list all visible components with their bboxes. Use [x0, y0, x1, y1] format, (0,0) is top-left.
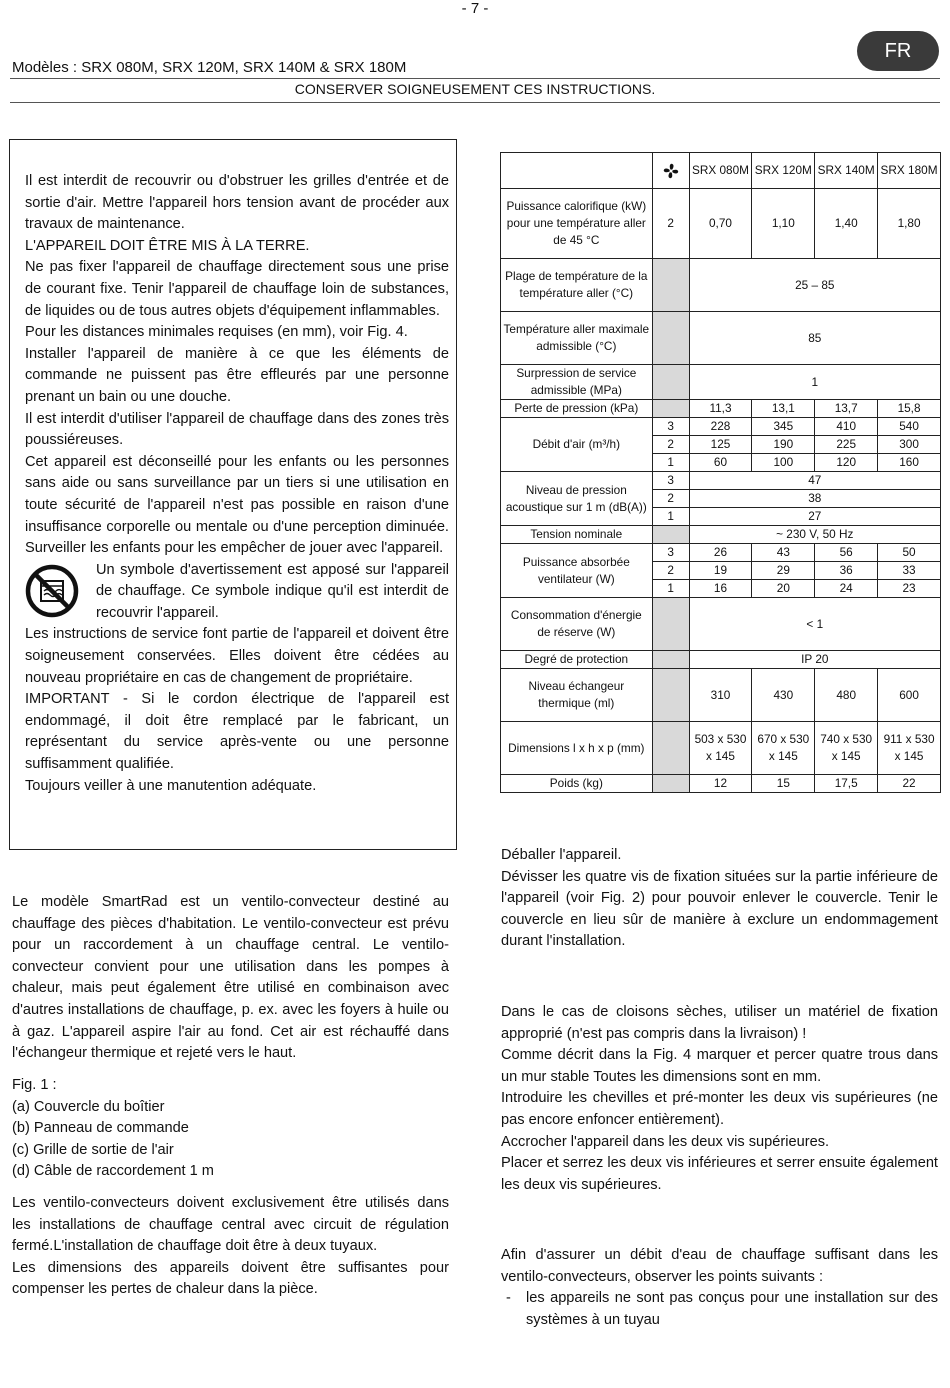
conserver-notice: CONSERVER SOIGNEUSEMENT CES INSTRUCTIONS. — [294, 81, 656, 97]
table-row — [501, 472, 941, 490]
value-cell: 13,1 — [752, 400, 815, 418]
warnings-text — [25, 171, 449, 797]
value-cell: 160 — [878, 454, 941, 472]
speed-cell-empty — [652, 365, 689, 400]
header-rule-top — [10, 78, 940, 79]
intro-paragraph: Le modèle SmartRad est un ventilo-convecteur destiné au chauffage des pièces d'habitation. Le ventilo-convecteur est prévu pour un raccordement à un chauffage central. Le ventilo-convecteur convient pour une utilisation dans les pompes à chaleur, mais peut également être utilisé en combinaison avec d'autres installations de chauffage, p. ex. avec les foyers à huile ou à gaz. L'appareil aspire l'air au fond. Cet air est réchauffé dans l'échangeur thermique et rejeté vers le haut. — [12, 894, 449, 1062]
value-cell: 33 — [878, 562, 941, 580]
unpacking-paragraph: Dévisser les quatre vis de fixation situées sur la partie inférieure de l'appareil (voir Fig. 2) pour pouvoir enlever le couvercle. Tenir le couvercle en lieu sûr de manière à exclure un endommagement durant l'installation. — [501, 868, 938, 950]
table-row — [501, 722, 941, 775]
unpacking-section — [501, 845, 938, 953]
value-cell: 47 — [689, 472, 940, 490]
no-cover-warning-icon — [25, 564, 79, 618]
speed-cell: 1 — [652, 508, 689, 526]
warning-symbol-text: Un symbole d'avertissement est apposé sur l'appareil de chauffage. Ce symbole indique qu'il est interdit de recouvrir l'appareil. — [96, 561, 449, 621]
figure-legend-item: (d) Câble de raccordement 1 m — [12, 1163, 214, 1180]
speed-cell-empty — [652, 775, 689, 793]
mounting-paragraph: Placer et serrez les deux vis inférieures et serrer ensuite également les deux vis supérieures. — [501, 1155, 938, 1193]
speed-cell-empty — [652, 400, 689, 418]
value-cell: 27 — [689, 508, 940, 526]
speed-cell: 3 — [652, 544, 689, 562]
value-cell: 17,5 — [815, 775, 878, 793]
value-cell: 1,80 — [878, 189, 941, 259]
row-label: Consommation d'énergie de réserve (W) — [501, 598, 653, 651]
value-cell: 0,70 — [689, 189, 752, 259]
warning-paragraph: Cet appareil est déconseillé pour les enfants ou les personnes sans aide ou sans surveillance par un tiers si une utilisation en toute sécurité de l'appareil n'est pas possible en raison d'une insuffisance corporelle ou mentale ou d'une perception diminuée. Surveiller les enfants pour les empêcher de jouer avec l'appareil. — [25, 453, 449, 557]
table-row — [501, 669, 941, 722]
model-header: SRX 180M — [878, 153, 941, 189]
value-cell: 29 — [752, 562, 815, 580]
table-row — [501, 189, 941, 259]
warning-paragraph: L'APPAREIL DOIT ÊTRE MIS À LA TERRE. — [25, 237, 310, 254]
speed-cell: 1 — [652, 580, 689, 598]
warning-paragraph: Ne pas fixer l'appareil de chauffage directement sous une prise de courant fixe. Tenir l'appareil de chauffage loin de substances, de liquides ou de tous autres objets d'équipement inflammables. — [25, 259, 449, 319]
row-label: Niveau échangeur thermique (ml) — [501, 669, 653, 722]
value-cell: 740 x 530 x 145 — [815, 722, 878, 775]
value-cell: 120 — [815, 454, 878, 472]
warning-paragraph: Les instructions de service font partie de l'appareil et doivent être soigneusement conservées. Elles doivent être cédées au nouveau propriétaire en cas de changement de propriétaire. — [25, 626, 449, 686]
row-label: Puissance absorbée ventilateur (W) — [501, 544, 653, 598]
row-label: Degré de protection — [501, 651, 653, 669]
usage-section — [12, 1193, 449, 1301]
value-cell: IP 20 — [689, 651, 940, 669]
fan-icon — [662, 162, 680, 180]
value-cell: 345 — [752, 418, 815, 436]
table-row — [501, 651, 941, 669]
value-cell: 23 — [878, 580, 941, 598]
warning-paragraph: Il est interdit d'utiliser l'appareil de chauffage dans des zones très poussiéreuses. — [25, 410, 449, 449]
row-label: Niveau de pression acoustique sur 1 m (dB(A)) — [501, 472, 653, 526]
row-label: Perte de pression (kPa) — [501, 400, 653, 418]
value-cell: 125 — [689, 436, 752, 454]
intro-section — [12, 892, 449, 1065]
list-item-text: les appareils ne sont pas conçus pour une installation sur des systèmes à un tuyau — [526, 1290, 938, 1328]
value-cell: 43 — [752, 544, 815, 562]
value-cell: < 1 — [689, 598, 940, 651]
speed-cell-empty — [652, 312, 689, 365]
value-cell: 430 — [752, 669, 815, 722]
list-item — [501, 1288, 938, 1331]
usage-paragraph: Les dimensions des appareils doivent être suffisantes pour compenser les pertes de chaleur dans la pièce. — [12, 1259, 449, 1298]
value-cell: 190 — [752, 436, 815, 454]
water-flow-intro: Afin d'assurer un débit d'eau de chauffage suffisant dans les ventilo-convecteurs, observer les points suivants : — [501, 1247, 938, 1285]
figure-legend-item: (a) Couvercle du boîtier — [12, 1098, 165, 1115]
model-header: SRX 140M — [815, 153, 878, 189]
spec-table — [500, 152, 941, 793]
value-cell: 480 — [815, 669, 878, 722]
value-cell: 12 — [689, 775, 752, 793]
fan-speed-header — [652, 153, 689, 189]
speed-cell: 2 — [652, 490, 689, 508]
value-cell: 11,3 — [689, 400, 752, 418]
value-cell: 16 — [689, 580, 752, 598]
header-rule-bottom — [10, 102, 940, 103]
value-cell: ~ 230 V, 50 Hz — [689, 526, 940, 544]
warning-paragraph: Il est interdit de recouvrir ou d'obstruer les grilles d'entrée et de sortie d'air. Mettre l'appareil hors tension avant de procéder aux travaux de maintenance. — [25, 173, 449, 233]
value-cell: 100 — [752, 454, 815, 472]
table-corner-cell — [501, 153, 653, 189]
value-cell: 85 — [689, 312, 940, 365]
table-row — [501, 400, 941, 418]
value-cell: 228 — [689, 418, 752, 436]
row-label: Puissance calorifique (kW) pour une température aller de 45 °C — [501, 189, 653, 259]
table-row — [501, 153, 941, 189]
value-cell: 410 — [815, 418, 878, 436]
speed-cell-empty — [652, 651, 689, 669]
value-cell: 13,7 — [815, 400, 878, 418]
table-row — [501, 365, 941, 400]
model-header: SRX 080M — [689, 153, 752, 189]
value-cell: 540 — [878, 418, 941, 436]
speed-cell-empty — [652, 598, 689, 651]
row-label: Poids (kg) — [501, 775, 653, 793]
warning-paragraph: IMPORTANT - Si le cordon électrique de l'appareil est endommagé, il doit être remplacé par le fabricant, un représentant du service après-vente ou une personne suffisamment qualifiée. — [25, 691, 449, 773]
warning-paragraph: Toujours veiller à une manutention adéquate. — [25, 777, 317, 794]
row-label: Température aller maximale admissible (°C) — [501, 312, 653, 365]
speed-cell-empty — [652, 722, 689, 775]
mounting-section — [501, 1002, 938, 1196]
speed-cell: 2 — [652, 189, 689, 259]
figure-legend — [12, 1075, 449, 1183]
row-label: Surpression de service admissible (MPa) — [501, 365, 653, 400]
warning-paragraph: Installer l'appareil de manière à ce que les éléments de commande ne puissent pas être effleurés par une personne prenant un bain ou une douche. — [25, 345, 449, 405]
speed-cell: 2 — [652, 436, 689, 454]
model-header: SRX 120M — [752, 153, 815, 189]
table-row — [501, 544, 941, 562]
value-cell: 225 — [815, 436, 878, 454]
value-cell: 15,8 — [878, 400, 941, 418]
row-label: Dimensions l x h x p (mm) — [501, 722, 653, 775]
row-label: Tension nominale — [501, 526, 653, 544]
table-row — [501, 259, 941, 312]
value-cell: 1,10 — [752, 189, 815, 259]
row-label: Plage de température de la température aller (°C) — [501, 259, 653, 312]
value-cell: 15 — [752, 775, 815, 793]
value-cell: 24 — [815, 580, 878, 598]
value-cell: 36 — [815, 562, 878, 580]
value-cell: 25 – 85 — [689, 259, 940, 312]
mounting-paragraph: Accrocher l'appareil dans les deux vis supérieures. — [501, 1133, 830, 1150]
value-cell: 19 — [689, 562, 752, 580]
warning-symbol-row — [25, 560, 449, 625]
value-cell: 503 x 530 x 145 — [689, 722, 752, 775]
figure-legend-item: (b) Panneau de commande — [12, 1120, 189, 1137]
table-row — [501, 418, 941, 436]
table-row — [501, 526, 941, 544]
water-flow-section — [501, 1245, 938, 1331]
page-number: - 7 - — [461, 0, 489, 17]
speed-cell: 2 — [652, 562, 689, 580]
speed-cell-empty — [652, 526, 689, 544]
value-cell: 1 — [689, 365, 940, 400]
value-cell: 600 — [878, 669, 941, 722]
value-cell: 670 x 530 x 145 — [752, 722, 815, 775]
warning-paragraph: Pour les distances minimales requises (en mm), voir Fig. 4. — [25, 324, 408, 341]
speed-cell: 3 — [652, 418, 689, 436]
value-cell: 300 — [878, 436, 941, 454]
mounting-paragraph: Introduire les chevilles et pré-monter les deux vis supérieures (ne pas encore enfoncer entièrement). — [501, 1090, 938, 1128]
value-cell: 911 x 530 x 145 — [878, 722, 941, 775]
unpacking-paragraph: Déballer l'appareil. — [501, 847, 622, 863]
figure-legend-item: (c) Grille de sortie de l'air — [12, 1141, 174, 1158]
value-cell: 38 — [689, 490, 940, 508]
value-cell: 60 — [689, 454, 752, 472]
table-row — [501, 312, 941, 365]
value-cell: 20 — [752, 580, 815, 598]
speed-cell: 1 — [652, 454, 689, 472]
table-row — [501, 598, 941, 651]
table-row — [501, 775, 941, 793]
speed-cell-empty — [652, 669, 689, 722]
value-cell: 26 — [689, 544, 752, 562]
speed-cell: 3 — [652, 472, 689, 490]
value-cell: 310 — [689, 669, 752, 722]
row-label: Débit d'air (m³/h) — [501, 418, 653, 472]
value-cell: 1,40 — [815, 189, 878, 259]
list-dash: - — [506, 1290, 511, 1307]
language-badge: FR — [857, 31, 939, 71]
figure-legend-title: Fig. 1 : — [12, 1077, 57, 1093]
speed-cell-empty — [652, 259, 689, 312]
models-heading: Modèles : SRX 080M, SRX 120M, SRX 140M & SRX 180M — [12, 59, 407, 76]
mounting-paragraph: Comme décrit dans la Fig. 4 marquer et percer quatre trous dans un mur stable Toutes les dimensions sont en mm. — [501, 1047, 938, 1085]
usage-paragraph: Les ventilo-convecteurs doivent exclusivement être utilisés dans les installations de chauffage central avec circuit de régulation fermé.L'installation de chauffage doit être à deux tuyaux. — [12, 1195, 449, 1255]
mounting-paragraph: Dans le cas de cloisons sèches, utiliser un matériel de fixation approprié (n'est pas compris dans la livraison) ! — [501, 1004, 938, 1042]
value-cell: 50 — [878, 544, 941, 562]
value-cell: 56 — [815, 544, 878, 562]
value-cell: 22 — [878, 775, 941, 793]
